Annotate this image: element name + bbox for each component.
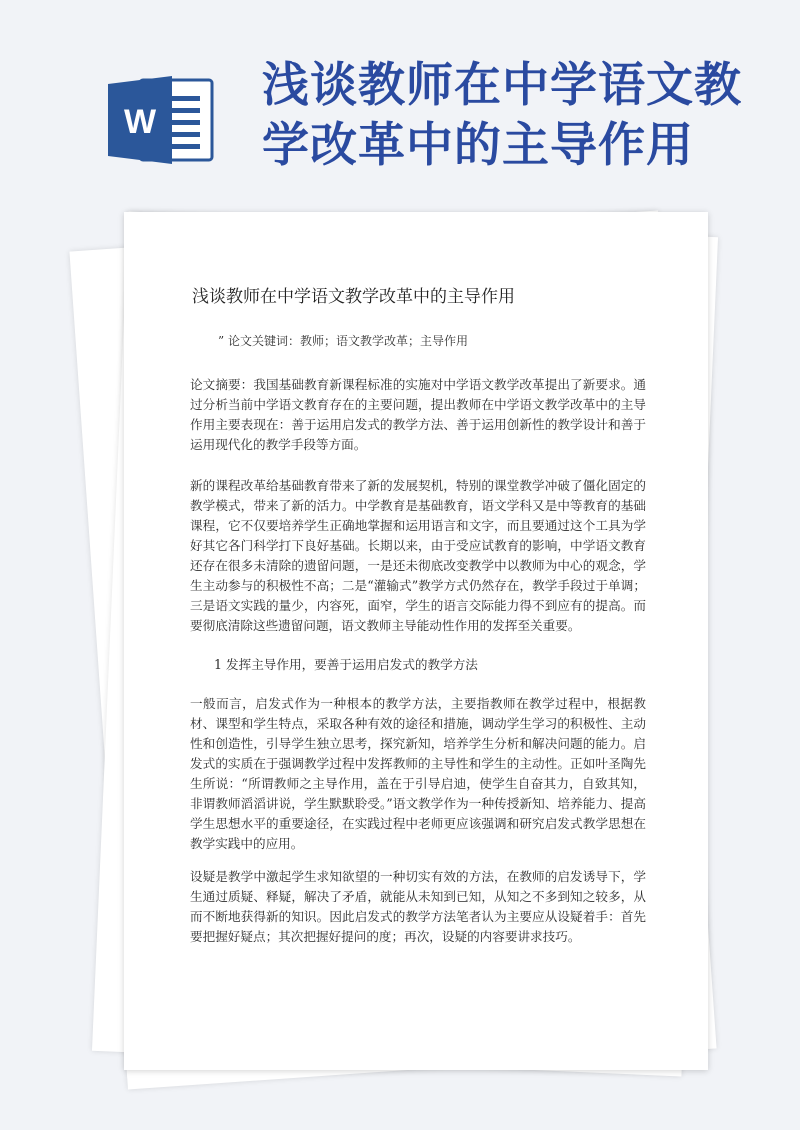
document-title: 浅谈教师在中学语文教学改革中的主导作用	[192, 287, 515, 307]
document-paragraph-2: 一般而言，启发式作为一种根本的教学方法，主要指教师在教学过程中，根据教材、课型和学生特点，采取各种有效的途径和措施，调动学生学习的积极性、主动性和创造性，引导学生独立思考，探究新知，培养学生分析和解决问题的能力。启发式的实质在于强调教学过程中发挥教师的主导性和学生的主动性。正如叶圣陶先生所说：“所谓教师之主导作用，盖在于引导启迪，使学生自奋其力，自致其知，非谓教师滔滔讲说，学生默默聆受。”语文教学作为一种传授新知、培养能力、提高学生思想水平的重要途径，在实践过程中老师更应该强调和研究启发式教学思想在教学实践中的应用。	[190, 696, 646, 851]
section-heading-1: 1 发挥主导作用，要善于运用启发式的教学方法	[214, 657, 478, 672]
document-abstract: 论文摘要：我国基础教育新课程标准的实施对中学语文教学改革提出了新要求。通过分析当前中学语文教育存在的主要问题，提出教师在中学语文教学改革中的主导作用主要表现在：善于运用启发式的教学方法、善于运用创新性的教学设计和善于运用现代化的教学手段等方面。	[190, 377, 646, 452]
document-keywords: ” 论文关键词：教师；语文教学改革；主导作用	[218, 334, 468, 348]
document-page	[124, 212, 708, 1070]
header-title: 浅谈教师在中学语文教学改革中的主导作用	[262, 58, 742, 173]
header-banner	[0, 0, 800, 210]
document-paragraph-3: 设疑是教学中激起学生求知欲望的一种切实有效的方法，在教师的启发诱导下，学生通过质疑、释疑，解决了矛盾，就能从未知到已知，从知之不多到知之较多，从而不断地获得新的知识。因此启发式的教学方法笔者认为主要应从设疑着手：首先要把握好疑点；其次把握好提问的度；再次，设疑的内容要讲求技巧。	[190, 869, 646, 944]
word-icon	[106, 70, 216, 170]
document-paragraph-1: 新的课程改革给基础教育带来了新的发展契机，特别的课堂教学冲破了僵化固定的教学模式，带来了新的活力。中学教育是基础教育，语文学科又是中等教育的基础课程，它不仅要培养学生正确地掌握和运用语言和文字，而且要通过这个工具为学好其它各门科学打下良好基础。长期以来，由于受应试教育的影响，中学语文教育还存在很多未清除的遗留问题，一是还未彻底改变教学中以教师为中心的观念，学生主动参与的积极性不高；二是“灌输式”教学方式仍然存在，教学手段过于单调；三是语文实践的量少，内容死，面窄，学生的语言交际能力得不到应有的提高。而要彻底清除这些遗留问题，语文教师主导能动性作用的发挥至关重要。	[190, 478, 646, 633]
word-logo-letter: W	[123, 103, 157, 141]
